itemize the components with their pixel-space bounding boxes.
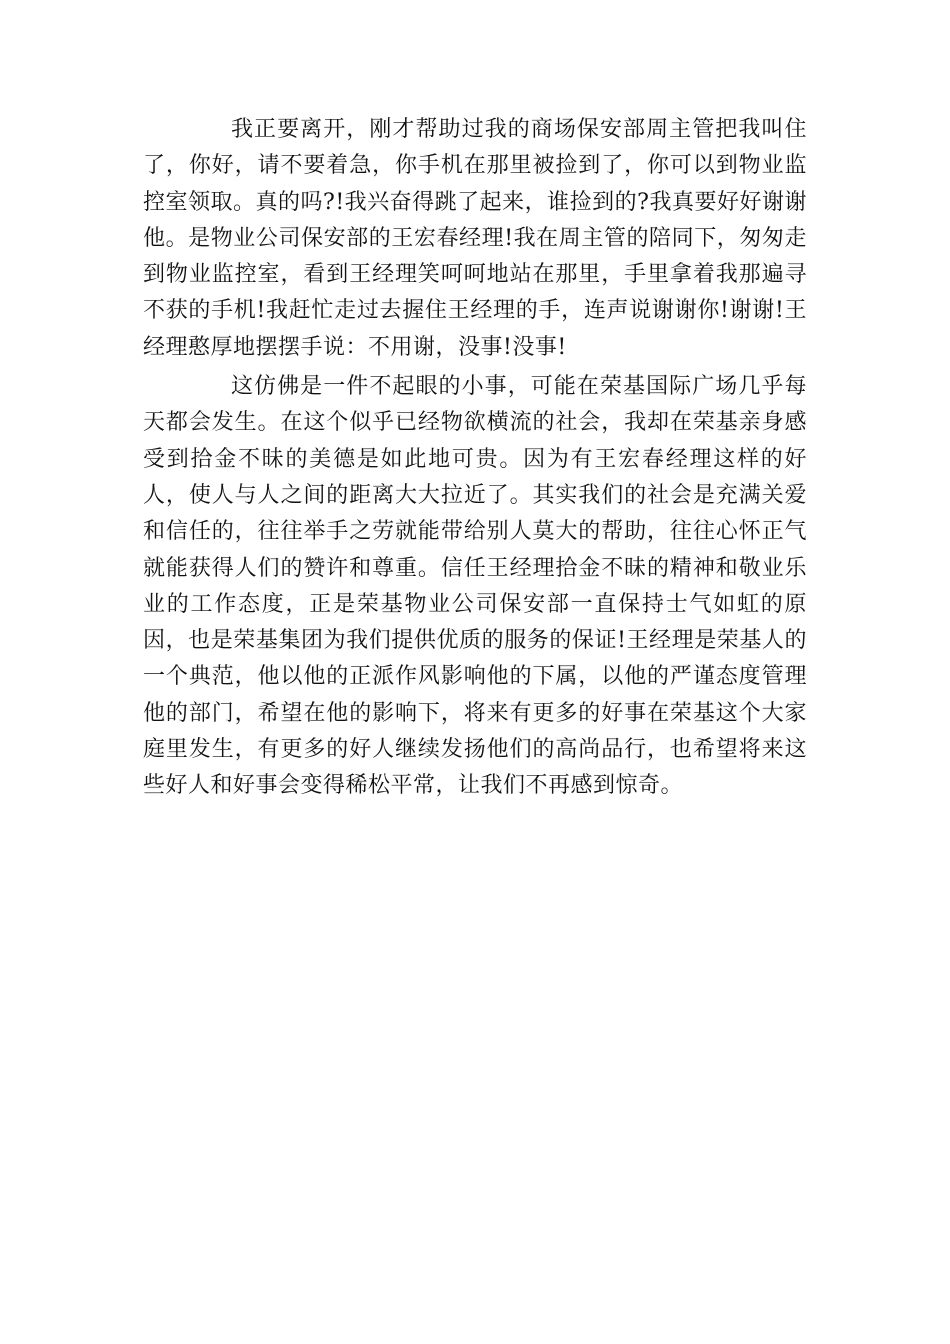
- paragraph-2: 这仿佛是一件不起眼的小事，可能在荣基国际广场几乎每天都会发生。在这个似乎已经物欲横流的社会，我却在荣基亲身感受到拾金不昧的美德是如此地可贵。因为有王宏春经理这样的好人，使人与人之间的距离大大拉近了。其实我们的社会是充满关爱和信任的，往往举手之劳就能带给别人莫大的帮助，往往心怀正气就能获得人们的赞许和尊重。信任王经理拾金不昧的精神和敬业乐业的工作态度，正是荣基物业公司保安部一直保持士气如虹的原因，也是荣基集团为我们提供优质的服务的保证!王经理是荣基人的一个典范，他以他的正派作风影响他的下属，以他的严谨态度管理他的部门，希望在他的影响下，将来有更多的好事在荣基这个大家庭里发生，有更多的好人继续发扬他们的高尚品行，也希望将来这些好人和好事会变得稀松平常，让我们不再感到惊奇。: [143, 374, 807, 799]
- paragraph-1: 我正要离开，刚才帮助过我的商场保安部周主管把我叫住了，你好，请不要着急，你手机在那里被捡到了，你可以到物业监控室领取。真的吗?!我兴奋得跳了起来，谁捡到的?我真要好好谢谢他。是物业公司保安部的王宏春经理!我在周主管的陪同下，匆匆走到物业监控室，看到王经理笑呵呵地站在那里，手里拿着我那遍寻不获的手机!我赶忙走过去握住王经理的手，连声说谢谢你!谢谢!王经理憨厚地摆摆手说：不用谢，没事!没事!: [143, 117, 807, 360]
- document-body: [143, 112, 807, 808]
